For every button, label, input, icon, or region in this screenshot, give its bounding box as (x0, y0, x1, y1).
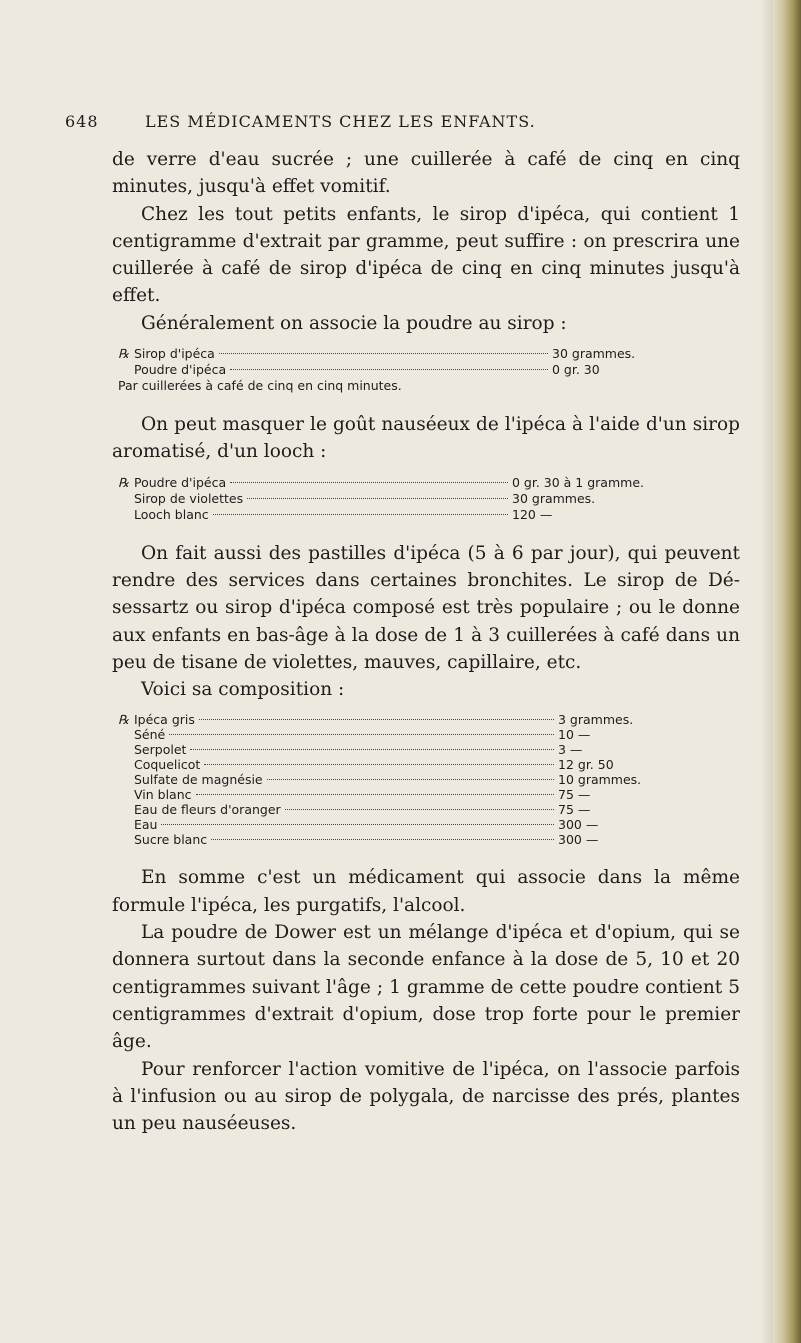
paragraph-6: Voici sa composition : (141, 679, 345, 701)
ingredient-quantity: 30 grammes. (512, 490, 596, 506)
page-edge-shadow (761, 0, 773, 1343)
dot-leader (213, 514, 508, 515)
dot-leader (267, 779, 554, 780)
ingredient-name: Eau de fleurs d'oranger (134, 802, 281, 818)
recipe-1 (112, 346, 740, 394)
recipe-2-row (112, 475, 700, 491)
paragraph-8: La poudre de Dower est un mélange d'ipéca et d'opium, qui se donnera surtout dans la seconde enfance à la dose de 5, 10 et 20 centigrammes suivant l'âge ; 1 gramme de cette poudre contient 5 centigrammes d'extrait d'opium, dose trop forte pour le premier âge. (112, 922, 740, 1053)
running-title: LES MÉDICAMENTS CHEZ LES ENFANTS. (145, 112, 536, 131)
ingredient-quantity: 0 gr. 30 à 1 gramme. (512, 474, 644, 490)
recipe-2 (112, 475, 740, 523)
recipe-3-row (112, 742, 668, 757)
paragraph-9: Pour renforcer l'action vomitive de l'ipéca, on l'associe parfois à l'infusion ou au sirop de polygala, de narcisse des prés, plantes un peu nauséeuses. (112, 1058, 740, 1135)
ingredient-name: Sirop d'ipéca (134, 346, 215, 362)
paragraph-2: Chez les tout petits enfants, le sirop d'ipéca, qui contient 1 centigramme d'extrait par gramme, peut suffire : on prescrira une cuillerée à café de sirop d'ipéca de cinq en cinq minutes jusqu'à effet. (112, 203, 740, 307)
recipe-3-row (112, 772, 668, 787)
recipe-3-row (112, 712, 668, 727)
dosage-note: Par cuillerées à café de cinq en cinq minutes. (118, 378, 402, 394)
dot-leader (169, 734, 554, 735)
dot-leader (199, 719, 554, 720)
ingredient-quantity: 75 — (558, 802, 591, 818)
paragraph-5: On fait aussi des pastilles d'ipéca (5 à 6 par jour), qui peuvent rendre des services dans certaines bronchites. Le sirop de Dé-sessartz ou sirop d'ipéca composé est très populaire ; ou le donne aux enfants en bas-âge à la dose de 1 à 3 cuillerées à café dans un peu de tisane de violettes, mauves, capillaire, etc. (112, 542, 740, 673)
recipe-3-row (112, 802, 668, 817)
ingredient-name: Sucre blanc (134, 832, 208, 848)
ingredient-name: Coquelicot (134, 757, 201, 773)
ingredient-name: Poudre d'ipéca (134, 474, 227, 490)
recipe-symbol-icon: ℞ (118, 474, 130, 490)
recipe-1-row (112, 346, 700, 362)
page-edge (773, 0, 801, 1343)
dot-leader (190, 749, 554, 750)
ingredient-name: Séné (134, 727, 166, 743)
recipe-3 (112, 712, 740, 847)
recipe-3-row (112, 832, 668, 847)
running-header (65, 112, 735, 136)
recipe-3-row (112, 727, 668, 742)
dot-leader (285, 809, 554, 810)
paragraph-3: Généralement on associe la poudre au sirop : (141, 312, 567, 334)
recipe-3-row (112, 787, 668, 802)
ingredient-quantity: 0 gr. 30 (552, 362, 600, 378)
ingredient-quantity: 30 grammes. (552, 346, 636, 362)
ingredient-quantity: 10 grammes. (558, 772, 642, 788)
recipe-symbol-icon: ℞ (118, 712, 130, 728)
recipe-3-row (112, 817, 668, 832)
ingredient-name: Sirop de violettes (134, 490, 244, 506)
ingredient-quantity: 120 — (512, 506, 553, 522)
paragraph-4: On peut masquer le goût nauséeux de l'ipéca à l'aide d'un sirop aromatisé, d'un looch : (112, 414, 740, 463)
dot-leader (211, 839, 554, 840)
dot-leader (219, 353, 548, 354)
dot-leader (204, 764, 554, 765)
ingredient-name: Ipéca gris (134, 712, 195, 728)
ingredient-quantity: 12 gr. 50 (558, 757, 614, 773)
dot-leader (161, 824, 554, 825)
dot-leader (247, 498, 508, 499)
dot-leader (230, 369, 548, 370)
page-body (112, 146, 740, 1137)
ingredient-quantity: 3 grammes. (558, 712, 634, 728)
ingredient-quantity: 3 — (558, 742, 583, 758)
paragraph-7: En somme c'est un médicament qui associe dans la même formule l'ipéca, les purgatifs, l'alcool. (112, 867, 740, 916)
dot-leader (196, 794, 554, 795)
paragraph-1: de verre d'eau sucrée ; une cuillerée à café de cinq en cinq minutes, jusqu'à effet vomitif. (112, 149, 740, 198)
ingredient-name: Serpolet (134, 742, 187, 758)
recipe-2-row (112, 491, 700, 507)
dot-leader (230, 482, 508, 483)
ingredient-name: Sulfate de magnésie (134, 772, 263, 788)
ingredient-quantity: 75 — (558, 787, 591, 803)
ingredient-name: Looch blanc (134, 506, 209, 522)
page-number: 648 (65, 112, 99, 131)
recipe-3-row (112, 757, 668, 772)
ingredient-quantity: 300 — (558, 817, 599, 833)
ingredient-name: Poudre d'ipéca (134, 362, 227, 378)
recipe-1-row (112, 362, 700, 378)
ingredient-name: Eau (134, 817, 158, 833)
recipe-2-row (112, 507, 700, 523)
ingredient-name: Vin blanc (134, 787, 192, 803)
recipe-symbol-icon: ℞ (118, 346, 130, 362)
ingredient-quantity: 10 — (558, 727, 591, 743)
ingredient-quantity: 300 — (558, 832, 599, 848)
